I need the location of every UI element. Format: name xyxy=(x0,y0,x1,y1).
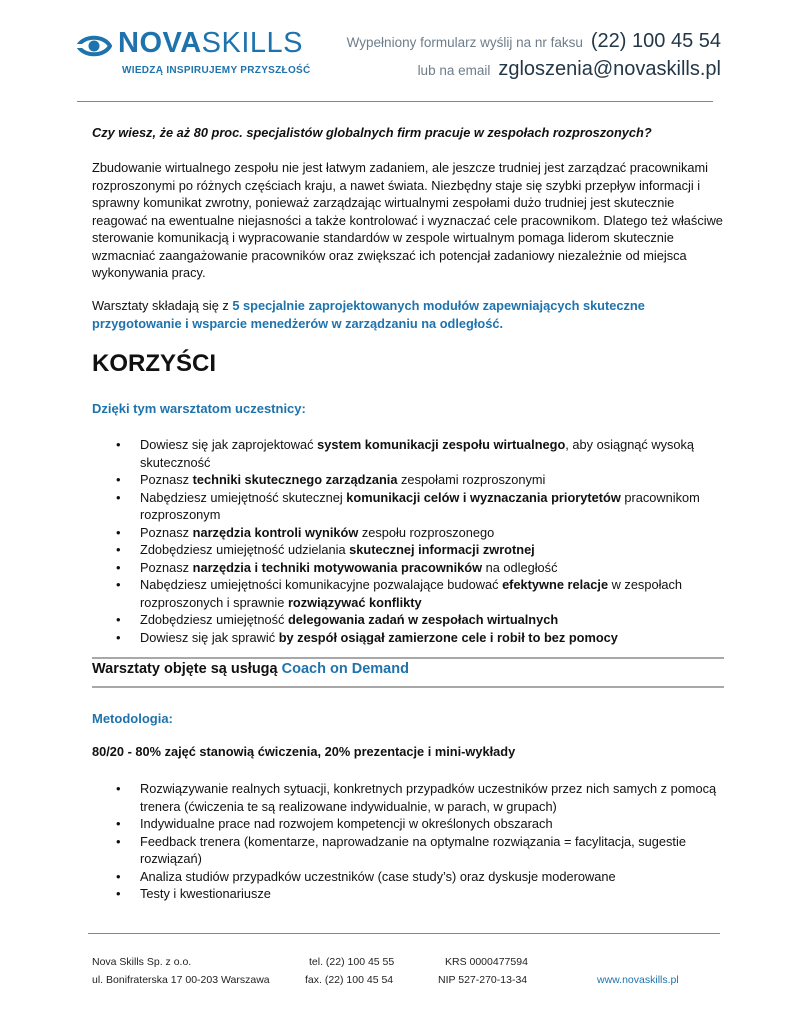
coach-divider-top xyxy=(92,657,724,659)
list-item: • Poznasz narzędzia kontroli wyników zespołu rozproszonego xyxy=(92,524,724,542)
intro-question: Czy wiesz, że aż 80 proc. specjalistów globalnych firm pracuje w zespołach rozproszonych? xyxy=(92,125,652,140)
list-item: • Nabędziesz umiejętności komunikacyjne pozwalające budować efektywne relacje w zespołach rozproszonych i sprawnie rozwiązywać konflikty xyxy=(92,576,724,611)
coach-banner: Warsztaty objęte są usługą Coach on Demand xyxy=(92,661,409,677)
list-item: • Dowiesz się jak zaprojektować system komunikacji zespołu wirtualnego, aby osiągnąć wysoką skuteczność xyxy=(92,436,724,471)
list-item: • Zdobędziesz umiejętność udzielania skutecznej informacji zwrotnej xyxy=(92,541,724,559)
list-item: • Feedback trenera (komentarze, naprowadzanie na optymalne rozwiązania = facylitacja, sugestie rozwiązań) xyxy=(92,833,724,868)
coach-divider-bottom xyxy=(92,686,724,688)
email-address[interactable]: zgloszenia@novaskills.pl xyxy=(498,58,721,80)
footer-divider xyxy=(88,933,720,934)
footer-krs: KRS 0000477594 xyxy=(445,956,528,968)
methodology-list xyxy=(92,780,724,903)
benefits-list xyxy=(92,436,724,646)
methodology-ratio: 80/20 - 80% zajęć stanowią ćwiczenia, 20% prezentacje i mini-wykłady xyxy=(92,744,516,759)
benefits-subheading: Dzięki tym warsztatom uczestnicy: xyxy=(92,401,306,416)
list-item: • Nabędziesz umiejętność skutecznej komunikacji celów i wyznaczania priorytetów pracownikom rozproszonym xyxy=(92,489,724,524)
list-item: • Testy i kwestionariusze xyxy=(92,885,724,903)
coach-on-demand-label: Coach on Demand xyxy=(281,661,409,677)
footer-company: Nova Skills Sp. z o.o. xyxy=(92,956,192,968)
benefits-heading: KORZYŚCI xyxy=(92,350,217,377)
list-item: • Zdobędziesz umiejętność delegowania zadań w zespołach wirtualnych xyxy=(92,611,724,629)
footer-nip: NIP 527-270-13-34 xyxy=(438,974,528,986)
list-item: • Indywidualne prace nad rozwojem kompetencji w określonych obszarach xyxy=(92,815,724,833)
list-item: • Poznasz techniki skutecznego zarządzania zespołami rozproszonymi xyxy=(92,471,724,489)
list-item: • Dowiesz się jak sprawić by zespół osiągał zamierzone cele i robił to bez pomocy xyxy=(92,629,724,647)
logo-tagline: WIEDZĄ INSPIRUJEMY PRZYSZŁOŚĆ xyxy=(122,65,311,76)
fax-number: (22) 100 45 54 xyxy=(590,30,721,52)
list-item: • Poznasz narzędzia i techniki motywowania pracowników na odległość xyxy=(92,559,724,577)
eye-logo-icon xyxy=(76,31,112,61)
email-label: lub na email xyxy=(417,63,491,78)
footer-address: ul. Bonifraterska 17 00-203 Warszawa xyxy=(92,974,270,986)
list-item: • Analiza studiów przypadków uczestników (case study’s) oraz dyskusje moderowane xyxy=(92,868,724,886)
methodology-heading: Metodologia: xyxy=(92,711,173,726)
company-logo xyxy=(76,27,316,79)
fax-label: Wypełniony formularz wyślij na nr faksu xyxy=(346,35,583,50)
footer-website-link[interactable]: www.novaskills.pl xyxy=(597,974,679,986)
fax-contact xyxy=(347,30,721,53)
footer-tel: tel. (22) 100 45 55 xyxy=(309,956,395,968)
footer-fax: fax. (22) 100 45 54 xyxy=(305,974,394,986)
intro-paragraph: Zbudowanie wirtualnego zespołu nie jest łatwym zadaniem, ale jeszcze trudniej jest zarządzać pracownikami rozproszonymi po różnych częściach kraju, a nawet świata. Niezbędny staje się szybki przepływ informacji i sprawny komunikat zwrotny, ponieważ zarządzając wirtualnymi zespołami dużo trudniej jest skutecznie reagować na ewentualne niejasności a także kontrolować i wyznaczać cele pracownikom. Dlatego też właściwe sterowanie komunikacją i wypracowanie standardów w zespole wirtualnym pomaga liderom skutecznie wzmacniać zaangażowanie pracowników oraz zwiększać ich potencjał zadaniowy niezależnie od miejsca wykonywania pracy. xyxy=(92,160,723,280)
modules-paragraph: Warsztaty składają się z 5 specjalnie zaprojektowanych modułów zapewniających skuteczne przygotowanie i wsparcie menedżerów w zarządzaniu na odległość. xyxy=(92,298,645,331)
email-contact xyxy=(418,58,721,81)
logo-wordmark: NOVASKILLS xyxy=(118,27,303,59)
list-item: • Rozwiązywanie realnych sytuacji, konkretnych przypadków uczestników przez nich samych z pomocą trenera (ćwiczenia te są realizowane indywidualnie, w parach, w grupach) xyxy=(92,780,724,815)
header-divider xyxy=(77,101,713,102)
modules-highlight: 5 specjalnie zaprojektowanych modułów zapewniających skuteczne przygotowanie i wsparcie menedżerów w zarządzaniu na odległość. xyxy=(92,298,645,331)
